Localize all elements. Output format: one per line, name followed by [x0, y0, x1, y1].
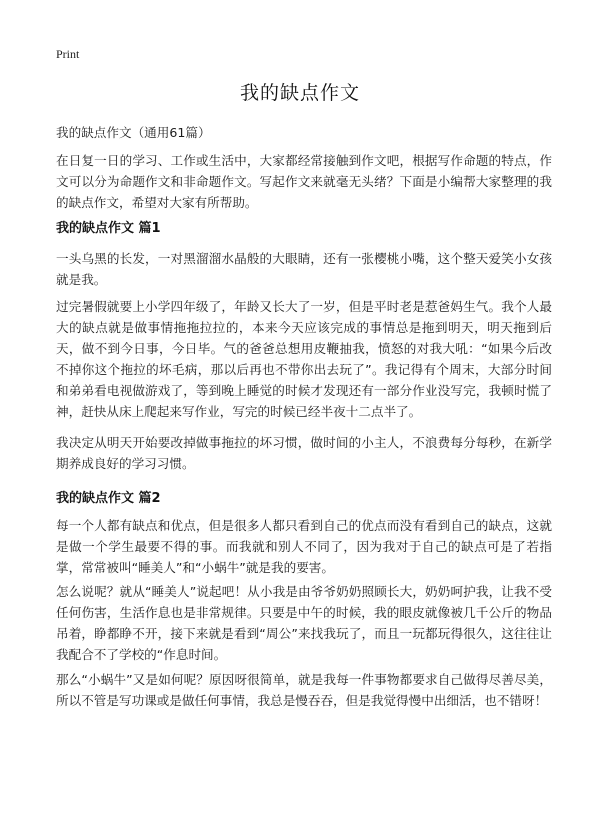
section-heading-2: 我的缺点作文 篇2	[56, 491, 161, 506]
section-2-paragraph-3: 那么“小蜗牛”又是如何呢？原因呀很简单，就是我每一件事物都要求自己做得尽善尽美，所以不管是写功课或是做任何事情，我总是慢吞吞，但是我觉得慢中出细活，也不错呀！	[56, 672, 552, 708]
section-2-paragraph-1: 每一个人都有缺点和优点，但是很多人都只看到自己的优点而没有看到自己的缺点，这就是做一个学生最要不得的事。而我就和别人不同了，因为我对于自己的缺点可是了若指掌，常常被叫“睡美人”和“小蜗牛”就是我的要害。	[56, 518, 552, 575]
intro-paragraph: 在日复一日的学习、工作或生活中，大家都经常接触到作文吧，根据写作命题的特点，作文可以分为命题作文和非命题作文。写起作文来就毫无头绪？下面是小编帮大家整理的我的缺点作文，希望对大家有所帮助。	[56, 153, 552, 210]
section-1-paragraph-1: 一头乌黑的长发，一对黑溜溜水晶般的大眼睛，还有一张樱桃小嘴，这个整天爱笑小女孩就是我。	[56, 251, 552, 287]
document-subtitle: 我的缺点作文（通用61篇）	[56, 125, 211, 140]
section-1-paragraph-3: 我决定从明天开始要改掉做事拖拉的坏习惯，做时间的小主人，不浪费每分每秒，在新学期养成良好的学习习惯。	[56, 435, 552, 471]
print-link[interactable]: Print	[56, 47, 80, 61]
section-1-paragraph-2: 过完暑假就要上小学四年级了，年龄又长大了一岁，但是平时老是惹爸妈生气。我个人最大的缺点就是做事情拖拖拉拉的，本来今天应该完成的事情总是拖到明天，明天拖到后天，做不到今日事，今日毕。气的爸爸总想用皮鞭抽我，愤怒的对我大吼：“如果今后改不掉你这个拖拉的坏毛病，那以后再也不带你出去玩了”。我记得有个周末，大部分时间和弟弟看电视做游戏了，等到晚上睡觉的时候才发现还有一部分作业没写完，我顿时慌了神，赶快从床上爬起来写作业，写完的时候已经半夜十二点半了。	[56, 299, 552, 419]
section-2-paragraph-2: 怎么说呢？就从“睡美人”说起吧！从小我是由爷爷奶奶照顾长大，奶奶呵护我，让我不受任何伤害，生活作息也是非常规律。只要是中午的时候，我的眼皮就像被几千公斤的物品吊着，睁都睁不开，接下来就是看到“周公”来找我玩了，而且一玩都玩得很久，这往往让我配合不了学校的“作息时间。	[56, 584, 552, 662]
document-title: 我的缺点作文	[239, 82, 360, 104]
section-heading-1: 我的缺点作文 篇1	[56, 221, 161, 236]
